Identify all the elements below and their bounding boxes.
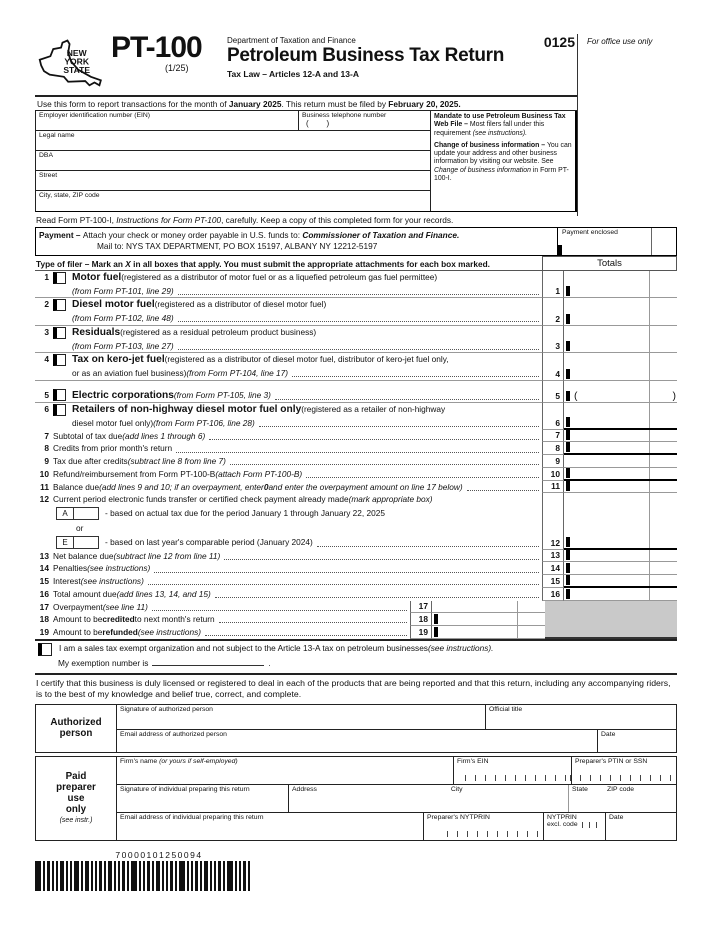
logo-text-york: YORK — [64, 56, 89, 67]
line-4-filer-checkbox[interactable] — [53, 354, 66, 366]
line-1-filer-checkbox[interactable] — [53, 272, 66, 284]
line-8-number: 8 — [44, 443, 49, 454]
form-line-15: 15 Interest (see instructions) 15 — [35, 575, 677, 588]
form-line-3: 3 Residuals (registered as a residual petroleum product business) (from Form PT-103, line 27) 3 — [35, 326, 677, 353]
preparer-nytprin-field[interactable]: Preparer's NYTPRIN — [424, 813, 544, 840]
authorized-email-field[interactable]: Email address of authorized person — [117, 730, 598, 752]
barcode-bars — [35, 861, 283, 891]
line-11-amount-field[interactable] — [564, 481, 677, 494]
webfile-mandate-note: Mandate to use Petroleum Business Tax Web File – Most filers fall under this requirement (see instructions). Change of business information – You can update your address and other business information by visiting our website. See Change of business information in Form PT-100-I. — [430, 111, 575, 211]
form-line-5: 5 Electric corporations (from Form PT-105, line 3) 5 ( ) — [35, 389, 677, 404]
line-7-amount-field[interactable] — [564, 430, 677, 443]
form-code: 0125 — [543, 34, 575, 50]
cents-divider — [651, 228, 652, 255]
line-7-box-number: 7 — [542, 430, 564, 443]
line-5-amount-field[interactable]: ( ) — [564, 389, 677, 404]
zip-label: ZIP code — [607, 785, 635, 793]
scan-tick — [566, 417, 570, 427]
line-8-amount-field[interactable] — [564, 442, 677, 455]
line-6-box-number: 6 — [542, 403, 564, 429]
line-10-box-number: 10 — [542, 468, 564, 481]
scan-tick — [566, 537, 570, 547]
payment-box: Payment – Attach your check or money order payable in U.S. funds to: Commissioner of Taxation and Finance. Mail to: NYS TAX DEPARTMENT, PO BOX 15197, ALBANY NY 12212-5197 Payment enclosed — [35, 227, 677, 256]
due-date: February 20, 2025. — [388, 98, 461, 109]
legal-name-field[interactable]: Legal name — [36, 131, 430, 151]
barcode-number: 70000101250094 — [115, 849, 203, 860]
digit-comb — [447, 831, 539, 837]
line-3-filer-checkbox[interactable] — [53, 327, 66, 339]
form-line-12: 12 Current period electronic funds transfer or certified check payment already made (mark appropriate box) A - based on actual tax due for the period January 1 through January 22, 2025 or E - based on last year's comparable period (January 2024) 12 — [35, 493, 677, 549]
filing-instructions-strip: Use this form to report transactions for the month of January 2025. This return must be filed by February 20, 2025. — [35, 95, 577, 111]
form-header — [35, 31, 653, 95]
line-17-amount-field[interactable] — [432, 601, 545, 614]
line-14-amount-field[interactable] — [564, 562, 677, 575]
line-19-amount-field[interactable] — [432, 626, 545, 639]
line-10-amount-field[interactable] — [564, 468, 677, 481]
line-6-filer-checkbox[interactable] — [53, 404, 66, 416]
form-line-9: 9 Tax due after credits (subtract line 8 from line 7) 9 — [35, 455, 677, 468]
report-month: January 2025 — [228, 98, 282, 109]
line-2-number: 2 — [44, 299, 49, 310]
line-1-box-number: 1 — [542, 271, 564, 298]
form-line-13: 13 Net balance due (subtract line 12 from line 11) 13 — [35, 550, 677, 563]
exempt-org-checkbox[interactable] — [38, 643, 52, 656]
line-16-number: 16 — [39, 588, 49, 599]
line-6-amount-field[interactable] — [564, 403, 677, 429]
line-15-box-number: 15 — [542, 575, 564, 588]
scan-tick — [566, 442, 570, 452]
scan-tick — [566, 575, 570, 585]
form-line-1: 1 Motor fuel (registered as a distributor of motor fuel or as a liquefied petroleum gas fuel permittee) (from Form PT-101, line 29) 1 — [35, 271, 677, 298]
line-3-box-number: 3 — [542, 326, 564, 353]
line-2-amount-field[interactable] — [564, 298, 677, 325]
form-line-14: 14 Penalties (see instructions) 14 — [35, 562, 677, 575]
scan-tick — [566, 550, 570, 560]
line-5-filer-checkbox[interactable] — [53, 389, 66, 401]
line-15-number: 15 — [39, 576, 49, 587]
form-line-4: 4 Tax on kero-jet fuel (registered as a distributor of diesel motor fuel, distributor of kero-jet fuel only, or as an aviation fuel business) (from Form PT-104, line 17) 4 — [35, 353, 677, 380]
line-12-box-E-label: E — [56, 536, 74, 549]
line-14-number: 14 — [39, 563, 49, 574]
scan-tick — [566, 341, 570, 351]
digit-comb — [582, 822, 598, 828]
scan-tick — [566, 563, 570, 573]
line-7-number: 7 — [44, 430, 49, 441]
firm-name-field[interactable]: Firm's name (or yours if self-employed) — [117, 757, 454, 784]
logo-text-state: STATE — [63, 65, 91, 76]
line-12-checkbox-A[interactable] — [74, 507, 99, 520]
preparer-ptin-field[interactable]: Preparer's PTIN or SSN — [572, 757, 676, 784]
paid-preparer-label: Paid preparer use only (see instr.) — [36, 757, 117, 840]
tax-law-reference: Tax Law – Articles 12-A and 13-A — [227, 69, 359, 79]
line-5-box-number: 5 — [542, 389, 564, 404]
line-13-number: 13 — [39, 550, 49, 561]
line-12-amount-field[interactable] — [564, 493, 677, 549]
payment-enclosed-field[interactable]: Payment enclosed — [557, 228, 676, 255]
line-12-number: 12 — [39, 494, 49, 505]
scan-tick — [558, 245, 562, 255]
scan-tick — [566, 481, 570, 491]
line-12-box-A-label: A — [56, 507, 74, 520]
form-line-11: 11 Balance due (add lines 9 and 10; if an overpayment, enter 0 and enter the overpayment amount on line 17 below) 11 — [35, 481, 677, 494]
line-18-amount-field[interactable] — [432, 613, 545, 626]
taxpayer-id-box — [35, 111, 577, 212]
line-1-number: 1 — [44, 272, 49, 282]
form-number: PT-100 — [111, 31, 202, 64]
form-line-2: 2 Diesel motor fuel (registered as a distributor of diesel motor fuel) (from Form PT-102, line 48) 2 — [35, 298, 677, 325]
dba-field[interactable]: DBA — [36, 151, 430, 171]
office-use-label: For office use only — [587, 37, 653, 46]
line-4-number: 4 — [44, 354, 49, 365]
nytprin-excl-code-field[interactable]: NYTPRIN excl. code — [544, 813, 606, 840]
form-revision: (1/25) — [165, 63, 189, 73]
line-8-box-number: 8 — [542, 442, 564, 455]
preparer-signature-field[interactable]: Signature of individual preparing this return — [117, 785, 289, 812]
logo-text-new: NEW — [66, 48, 87, 59]
totals-column-header: Totals — [542, 256, 677, 270]
line-15-amount-field[interactable] — [564, 575, 677, 588]
line-13-box-number: 13 — [542, 550, 564, 563]
preparer-address-field[interactable]: Address City — [292, 785, 463, 793]
scan-tick — [566, 589, 570, 599]
form-line-7: 7 Subtotal of tax due (add lines 1 through 6) 7 — [35, 430, 677, 443]
scan-tick — [566, 369, 570, 379]
line-18-box-number: 18 — [410, 613, 432, 626]
line-16-box-number: 16 — [542, 588, 564, 601]
line-14-box-number: 14 — [542, 562, 564, 575]
shaded-area — [545, 601, 677, 614]
certification-statement: I certify that this business is duly licensed or registered to deal in each of the products that are being reported and that this return, including any accompanying riders, is to the best of my knowledge and belief true, correct, and complete. — [36, 678, 671, 699]
phone-field[interactable]: Business telephone number ( ) — [302, 112, 387, 128]
scan-tick — [566, 286, 570, 296]
form-line-17: 17 Overpayment (see line 11) 17 — [35, 601, 677, 614]
mailing-address: Mail to: NYS TAX DEPARTMENT, PO BOX 15197, ALBANY NY 12212-5197 — [97, 241, 378, 251]
line-5-number: 5 — [44, 389, 49, 400]
scan-tick — [434, 627, 438, 637]
line-4-amount-field[interactable] — [564, 353, 677, 380]
type-of-filer-header: Type of filer – Mark an X in all boxes that apply. You must submit the appropriate attachments for each box marked. Totals — [35, 256, 677, 271]
line-11-number: 11 — [40, 481, 49, 492]
scan-tick — [566, 468, 570, 478]
line-3-number: 3 — [44, 326, 49, 337]
scan-tick — [566, 391, 570, 401]
exemption-section: I am a sales tax exempt organization and not subject to the Article 13-A tax on petroleum businesses (see instructions). My exemption number is . — [35, 639, 677, 676]
form-line-8: 8 Credits from prior month's return 8 — [35, 442, 677, 455]
street-field[interactable]: Street — [36, 171, 430, 191]
line-9-box-number: 9 — [542, 455, 564, 468]
line-19-box-number: 19 — [410, 626, 432, 639]
authorized-person-section — [35, 704, 677, 753]
paid-preparer-section — [35, 756, 677, 841]
official-title-field[interactable]: Official title — [489, 705, 523, 713]
line-18-number: 18 — [39, 614, 49, 625]
line-13-amount-field[interactable] — [564, 550, 677, 563]
preparer-email-field[interactable]: Email address of individual preparing this return — [117, 813, 424, 840]
line-4-box-number: 4 — [542, 353, 564, 380]
line-11-box-number: 11 — [542, 481, 564, 494]
scan-tick — [566, 430, 570, 440]
line-9-amount-field[interactable] — [564, 455, 677, 468]
authorized-person-label: Authorized person — [36, 705, 117, 752]
digit-comb — [465, 775, 567, 781]
preparer-state-zip-field[interactable]: State ZIP code — [568, 785, 676, 812]
shaded-area — [545, 626, 677, 639]
tax-lines-table — [35, 271, 677, 639]
form-line-19: 19 Amount to be refunded (see instructions) 19 — [35, 626, 677, 639]
row-spacer — [35, 381, 677, 389]
preparer-date-field[interactable]: Date — [609, 813, 624, 821]
line-16-amount-field[interactable] — [564, 588, 677, 601]
form-title: Petroleum Business Tax Return — [227, 45, 505, 66]
nys-logo-icon — [35, 37, 107, 96]
shaded-area — [545, 613, 677, 626]
scanline-barcode — [35, 850, 283, 891]
line-17-number: 17 — [39, 601, 49, 612]
line-9-number: 9 — [44, 456, 49, 467]
form-line-18: 18 Amount to be credited to next month's return 18 — [35, 613, 677, 626]
line-2-filer-checkbox[interactable] — [53, 299, 66, 311]
line-3-amount-field[interactable] — [564, 326, 677, 353]
firm-ein-field[interactable]: Firm's EIN — [454, 757, 572, 784]
form-line-6: 6 Retailers of non-highway diesel motor fuel only (registered as a retailer of non-highway diesel motor fuel only) (from Form PT-106, line 28) 6 — [35, 403, 677, 429]
authorized-signature-field[interactable]: Signature of authorized person — [117, 705, 486, 729]
form-line-10: 10 Refund/reimbursement from Form PT-100-B (attach Form PT-100-B) 10 — [35, 468, 677, 481]
office-use-divider — [577, 34, 578, 216]
line-10-number: 10 — [39, 468, 49, 479]
line-17-box-number: 17 — [410, 601, 432, 614]
pt100-form-page — [35, 31, 677, 891]
scan-tick — [434, 614, 438, 624]
line-12-checkbox-E[interactable] — [74, 536, 99, 549]
department-name: Department of Taxation and Finance — [227, 36, 356, 45]
line-19-number: 19 — [39, 626, 49, 637]
ein-field[interactable]: Employer identification number (EIN) — [36, 111, 299, 130]
line-12-box-number: 12 — [542, 493, 564, 549]
read-instructions-note: Read Form PT-100-I, Instructions for Form PT-100, carefully. Keep a copy of this completed form for your records. — [36, 214, 454, 225]
line-1-amount-field[interactable] — [564, 271, 677, 298]
scan-tick — [566, 314, 570, 324]
exemption-number-field[interactable] — [152, 656, 264, 666]
form-line-16: 16 Total amount due (add lines 13, 14, and 15) 16 — [35, 588, 677, 601]
digit-comb — [570, 775, 672, 781]
payee-name: Commissioner of Taxation and Finance. — [302, 230, 460, 240]
city-label: City — [450, 785, 463, 793]
city-state-zip-field[interactable]: City, state, ZIP code — [39, 192, 100, 199]
authorized-date-field[interactable]: Date — [601, 730, 616, 738]
line-2-box-number: 2 — [542, 298, 564, 325]
line-6-number: 6 — [44, 404, 49, 415]
